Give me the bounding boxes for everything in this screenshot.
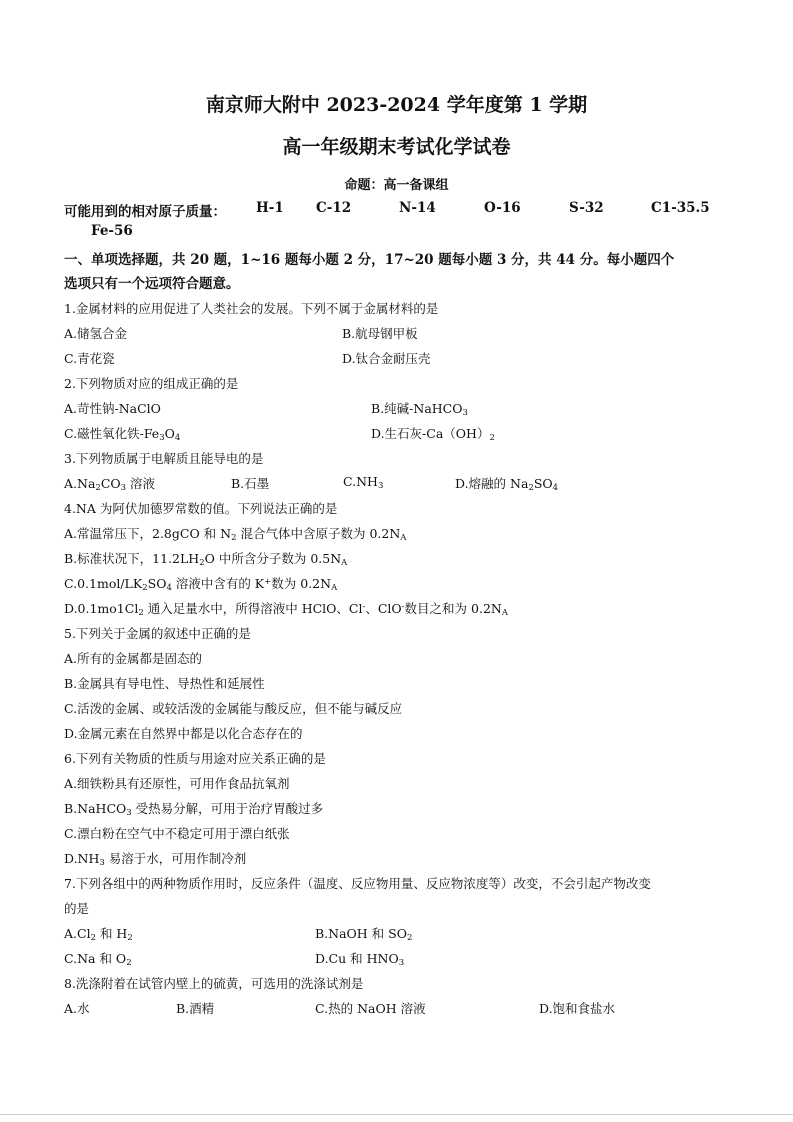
mass-item: O-16 xyxy=(484,200,521,216)
question-4-stem: 4.NA 为阿伏加德罗常数的值。下列说法正确的是 xyxy=(64,501,338,516)
q6-option-d: $D.NH_3$ 易溶于水，可用作制冷剂 xyxy=(64,851,247,868)
q8-option-d: D.饱和食盐水 xyxy=(539,1001,616,1016)
mass-item: N-14 xyxy=(399,200,436,216)
q7-option-d: D.Cu 和 $HNO_3$ xyxy=(315,951,405,968)
q5-option-c: C.活泼的金属、或较活泼的金属能与酸反应，但不能与碱反应 xyxy=(64,701,403,716)
question-6-stem: 6.下列有关物质的性质与用途对应关系正确的是 xyxy=(64,751,326,766)
q1-option-b: B.航母钢甲板 xyxy=(342,326,418,341)
masses-label: 可能用到的相对原子质量： xyxy=(64,204,226,220)
question-1-stem: 1.金属材料的应用促进了人类社会的发展。下列不属于金属材料的是 xyxy=(64,301,439,316)
exam-subtitle: 高一年级期末考试化学试卷 xyxy=(282,136,511,158)
question-7-stem-cont: 的是 xyxy=(64,901,90,916)
question-2-stem: 2.下列物质对应的组成正确的是 xyxy=(64,376,239,391)
q3-option-c: $C.NH_3$ xyxy=(343,474,384,491)
section-heading: 一、单项选择题，共 20 题，1~16 题每小题 2 分，17~20 题每小题 3 分，共 44 分。每小题四个 xyxy=(64,252,675,268)
exam-title: 南京师大附中 2023-2024 学年度第 1 学期 xyxy=(205,94,588,116)
q3-option-d: D.熔融的 $Na_2SO_4$ xyxy=(455,476,559,493)
q6-option-b: B.NaHCO$_3$ 受热易分解，可用于治疗胃酸过多 xyxy=(64,801,324,818)
q5-option-a: A.所有的金属都是固态的 xyxy=(64,651,203,666)
q2-option-b: B.纯碱-NaHCO$_3$ xyxy=(371,401,468,418)
page-bottom-rule xyxy=(0,1114,793,1115)
question-7-stem: 7.下列各组中的两种物质作用时，反应条件（温度、反应物用量、反应物浓度等）改变，不会引起产物改变 xyxy=(64,876,651,891)
question-8-stem: 8.洗涤附着在试管内壁上的硫黄，可选用的洗涤试剂是 xyxy=(64,976,364,991)
q8-option-b: B.酒精 xyxy=(176,1001,215,1016)
q8-option-c: C.热的 NaOH 溶液 xyxy=(315,1001,426,1016)
q1-option-a: A.储氢合金 xyxy=(64,326,128,341)
mass-item: Fe-56 xyxy=(91,223,133,239)
q7-option-b: B.NaOH 和 $SO_2$ xyxy=(315,926,413,943)
q4-option-a: A.常温常压下，2.8gCO 和 $N_2$ 混合气体中含原子数为 $0.2N_A$ xyxy=(64,526,407,543)
q4-option-d: $D.0.1mo1Cl_2$ 通入足量水中，所得溶液中 HClO、Cl-、ClO-数目之和为 $0.2N_A$ xyxy=(64,601,508,618)
exam-author: 命题：高一备课组 xyxy=(344,178,449,193)
q2-option-a: A.苛性钠-NaClO xyxy=(64,401,161,416)
q1-option-c: C.青花瓷 xyxy=(64,351,115,366)
mass-item: C-12 xyxy=(316,200,352,216)
q4-option-c: $C.0.1mol/LK_2SO_4$ 溶液中含有的 K+数为 $0.2N_A$ xyxy=(64,576,338,593)
mass-item: S-32 xyxy=(569,200,604,216)
q6-option-c: C.漂白粉在空气中不稳定可用于漂白纸张 xyxy=(64,826,290,841)
q4-option-b: B.标准状况下，$11.2LH_2O$ 中所含分子数为 $0.5N_A$ xyxy=(64,551,348,568)
q5-option-d: D.金属元素在自然界中都是以化合态存在的 xyxy=(64,726,303,741)
q3-option-a: $A.Na_2CO_3$ 溶液 xyxy=(64,476,156,493)
q2-option-d: D.生石灰$-Ca(OH)_2$ xyxy=(371,426,495,443)
q5-option-b: B.金属具有导电性、导热性和延展性 xyxy=(64,676,265,691)
question-5-stem: 5.下列关于金属的叙述中正确的是 xyxy=(64,626,251,641)
q7-option-a: $A.Cl_2$ 和 $H_2$ xyxy=(64,926,133,943)
q6-option-a: A.细铁粉具有还原性，可用作食品抗氧剂 xyxy=(64,776,290,791)
q2-option-c: C.磁性氧化铁$-Fe_3O_4$ xyxy=(64,426,181,443)
q3-option-b: B.石墨 xyxy=(231,476,270,491)
section-heading-cont: 选项只有一个远项符合题意。 xyxy=(64,276,240,292)
q1-option-d: D.钛合金耐压壳 xyxy=(342,351,431,366)
q8-option-a: A.水 xyxy=(64,1001,90,1016)
mass-item: H-1 xyxy=(256,200,284,216)
question-3-stem: 3.下列物质属于电解质且能导电的是 xyxy=(64,451,264,466)
q7-option-c: C.Na 和 $O_2$ xyxy=(64,951,132,968)
mass-item: C1-35.5 xyxy=(651,200,710,216)
